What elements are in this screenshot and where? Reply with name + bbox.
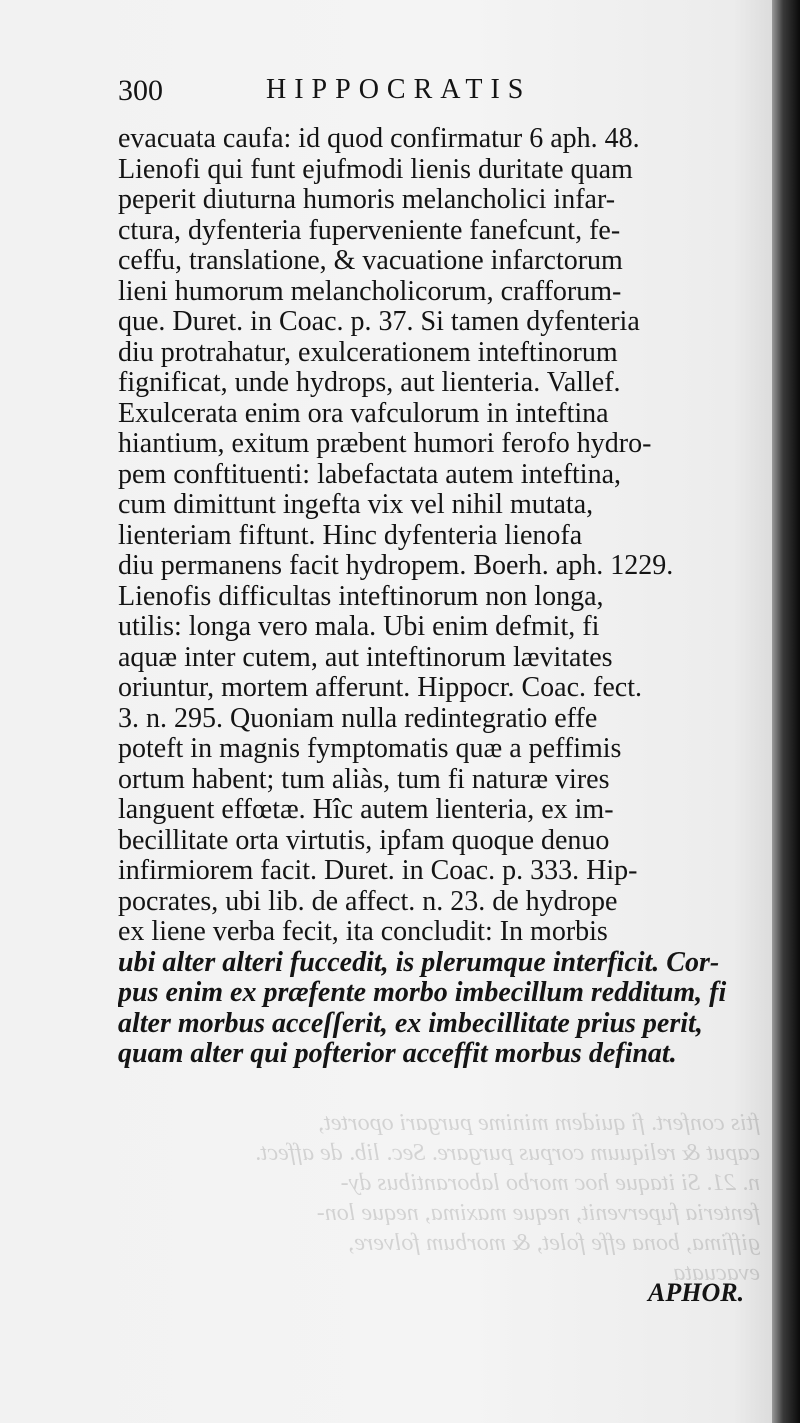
text-line: oriuntur, mortem afferunt. Hippocr. Coac. fect.	[118, 673, 642, 703]
text-line: languent effœtæ. Hîc autem lienteria, ex im-	[118, 795, 614, 825]
text-line: pem conftituenti: labefactata autem inteftina,	[118, 459, 622, 490]
page-header	[118, 70, 638, 110]
text-line: ex liene verba fecit, ita concludit: In morbis	[118, 917, 608, 947]
bleed-through-text	[120, 1108, 760, 1288]
text-line: poteft in magnis fymptomatis quæ a peffimis	[118, 734, 622, 764]
bleed-line: giffima, bona effe folet, & morbum folvere,	[348, 1230, 760, 1256]
quotation-line: ubi alter alteri fuccedit, is plerumque interficit. Cor-	[118, 947, 720, 978]
text-line: lieni humorum melancholicorum, crafforum-	[118, 276, 622, 307]
text-line: ceffu, translatione, & vacuatione infarctorum	[118, 246, 623, 276]
text-line: utilis: longa vero mala. Ubi enim defmit, fi	[118, 612, 600, 642]
page-number: 300	[118, 74, 163, 107]
text-line: diu protrahatur, exulcerationem inteftinorum	[118, 337, 618, 368]
text-line: fignificat, unde hydrops, aut lienteria. Vallef.	[118, 368, 621, 398]
text-line: 3. n. 295. Quoniam nulla redintegratio effe	[118, 703, 598, 734]
bleed-line: evacuata	[673, 1260, 760, 1286]
text-line: lienteriam fiftunt. Hinc dyfenteria lienofa	[118, 520, 583, 551]
text-line: ortum habent; tum aliàs, tum fi naturæ vires	[118, 764, 610, 795]
bleed-line: n. 21. Si itaque hoc morbo laborantibus dy-	[340, 1170, 760, 1196]
body-text	[118, 124, 760, 1070]
text-line: evacuata caufa: id quod confirmatur 6 aph. 48.	[118, 124, 640, 154]
text-line: becillitate orta virtutis, ipfam quoque denuo	[118, 825, 610, 856]
text-line: que. Duret. in Coac. p. 37. Si tamen dyfenteria	[118, 307, 640, 337]
text-line: aquæ inter cutem, aut inteftinorum lævitates	[118, 642, 613, 673]
text-line: cum dimittunt ingefta vix vel nihil mutata,	[118, 490, 594, 520]
text-line: infirmiorem facit. Duret. in Coac. p. 333. Hip-	[118, 856, 638, 886]
catchword: APHOR.	[648, 1278, 745, 1307]
quotation-line: pus enim ex præfente morbo imbecillum redditum, fi	[118, 978, 727, 1008]
quotation-line: alter morbus acceſſerit, ex imbecillitate prius perit,	[118, 1008, 703, 1039]
text-line: peperit diuturna humoris melancholici infar-	[118, 185, 616, 215]
text-line: Lienofi qui funt ejufmodi lienis duritate quam	[118, 154, 633, 185]
running-title: HIPPOCRATIS	[266, 74, 532, 105]
text-line: pocrates, ubi lib. de affect. n. 23. de hydrope	[118, 886, 618, 917]
text-line: hiantium, exitum præbent humori ferofo hydro-	[118, 429, 652, 459]
text-line: diu permanens facit hydropem. Boerh. aph. 1229.	[118, 551, 674, 581]
text-line: Lienofis difficultas inteftinorum non longa,	[118, 581, 604, 612]
bleed-line: fenteria fupervenit, neque maxima, neque lon-	[316, 1200, 760, 1226]
bleed-line: caput & reliquum corpus purgare. Sec. lib. de affect.	[254, 1140, 760, 1166]
text-line: ctura, dyfenteria fuperveniente fanefcunt, fe-	[118, 215, 621, 246]
text-line: Exulcerata enim ora vafculorum in inteftina	[118, 398, 609, 429]
book-spine-shadow	[772, 0, 800, 1423]
bleed-line: ftis confert. fi quidem minime purgari oportet,	[318, 1110, 760, 1136]
quotation-line: quam alter qui pofterior acceffit morbus definat.	[118, 1039, 677, 1069]
